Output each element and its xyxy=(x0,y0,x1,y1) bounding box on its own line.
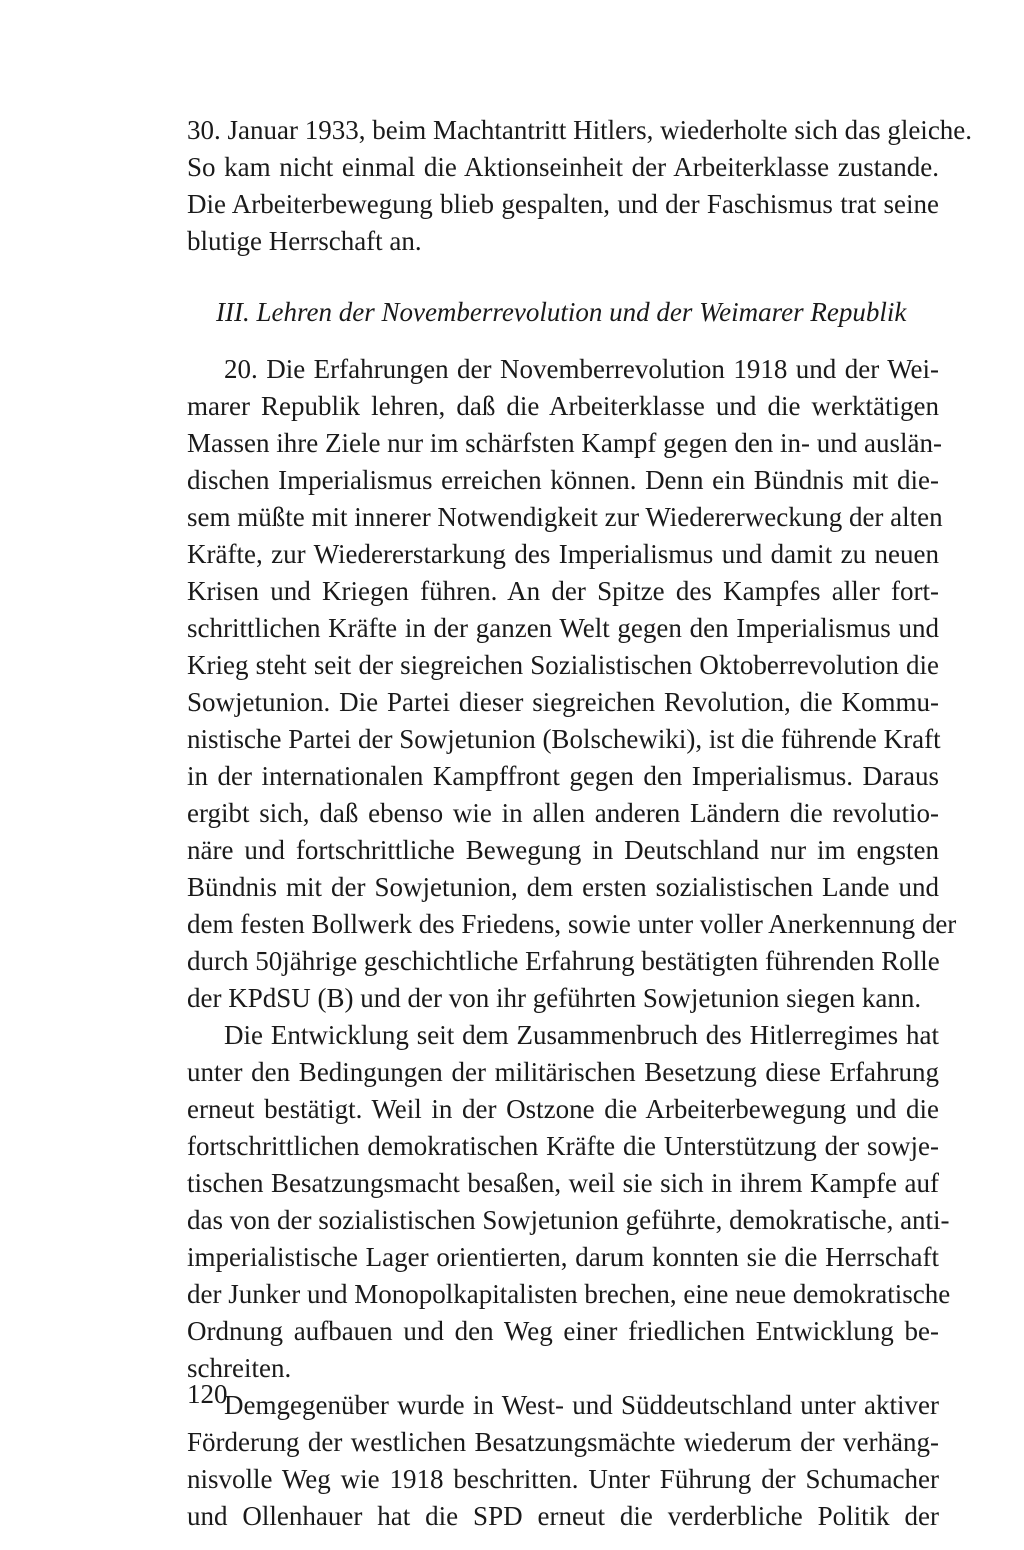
text-line: marer Republik lehren, daß die Arbeiterklasse und die werktätigen xyxy=(187,391,939,421)
text-line: 20. Die Erfahrungen der Novemberrevolution 1918 und der Wei- xyxy=(224,354,939,384)
page-text xyxy=(187,112,973,1535)
text-line: der KPdSU (B) und der von ihr geführten Sowjetunion siegen kann. xyxy=(187,983,922,1013)
paragraph xyxy=(187,112,973,260)
text-line: ergibt sich, daß ebenso wie in allen anderen Ländern die revolutio- xyxy=(187,798,939,828)
section-heading: III. Lehren der Novemberrevolution und der Weimarer Republik xyxy=(216,297,907,327)
text-line: Massen ihre Ziele nur im schärfsten Kampf gegen den in- und auslän- xyxy=(187,428,943,458)
text-line: blutige Herrschaft an. xyxy=(187,226,422,256)
text-line: Krieg steht seit der siegreichen Sozialistischen Oktoberrevolution die xyxy=(187,650,939,680)
text-line: Bündnis mit der Sowjetunion, dem ersten sozialistischen Lande und xyxy=(187,872,939,902)
text-line: der Junker und Monopolkapitalisten brechen, eine neue demokratische xyxy=(187,1279,951,1309)
text-line: 30. Januar 1933, beim Machtantritt Hitlers, wiederholte sich das gleiche. xyxy=(187,115,973,145)
text-line: unter den Bedingungen der militärischen Besetzung diese Erfahrung xyxy=(187,1057,939,1087)
text-line: dem festen Bollwerk des Friedens, sowie unter voller Anerkennung der xyxy=(187,909,957,939)
text-line: nistische Partei der Sowjetunion (Bolschewiki), ist die führende Kraft xyxy=(187,724,941,754)
text-line: dischen Imperialismus erreichen können. Denn ein Bündnis mit die- xyxy=(187,465,939,495)
text-line: Förderung der westlichen Besatzungsmächte wiederum der verhäng- xyxy=(187,1427,939,1457)
text-line: nisvolle Weg wie 1918 beschritten. Unter Führung der Schumacher xyxy=(187,1464,939,1494)
paragraph xyxy=(187,1387,939,1535)
paragraph xyxy=(187,1017,951,1387)
text-line: sem müßte mit innerer Notwendigkeit zur Wiedererweckung der alten xyxy=(187,502,943,532)
text-line: fortschrittlichen demokratischen Kräfte die Unterstützung der sowje- xyxy=(187,1131,939,1161)
text-line: und Ollenhauer hat die SPD erneut die verderbliche Politik der xyxy=(187,1501,939,1531)
text-line: Demgegenüber wurde in West- und Süddeutschland unter aktiver xyxy=(224,1390,939,1420)
text-line: Ordnung aufbauen und den Weg einer friedlichen Entwicklung be- xyxy=(187,1316,939,1346)
text-line: Sowjetunion. Die Partei dieser siegreichen Revolution, die Kommu- xyxy=(187,687,939,717)
text-line: tischen Besatzungsmacht besaßen, weil sie sich in ihrem Kampfe auf xyxy=(187,1168,939,1198)
text-line: näre und fortschrittliche Bewegung in Deutschland nur im engsten xyxy=(187,835,939,865)
text-line: das von der sozialistischen Sowjetunion geführte, demokratische, anti- xyxy=(187,1205,950,1235)
text-line: So kam nicht einmal die Aktionseinheit der Arbeiterklasse zustande. xyxy=(187,152,939,182)
page-number: 120 xyxy=(187,1379,228,1409)
section-body xyxy=(187,351,957,1535)
text-line: schrittlichen Kräfte in der ganzen Welt gegen den Imperialismus und xyxy=(187,613,939,643)
text-line: schreiten. xyxy=(187,1353,292,1383)
text-line: Kräfte, zur Wiedererstarkung des Imperialismus und damit zu neuen xyxy=(187,539,939,569)
paragraph xyxy=(187,351,957,1017)
text-line: Die Arbeiterbewegung blieb gespalten, und der Faschismus trat seine xyxy=(187,189,939,219)
text-line: imperialistische Lager orientierten, darum konnten sie die Herrschaft xyxy=(187,1242,939,1272)
text-line: in der internationalen Kampffront gegen den Imperialismus. Daraus xyxy=(187,761,939,791)
text-line: Krisen und Kriegen führen. An der Spitze des Kampfes aller fort- xyxy=(187,576,939,606)
paragraph-1 xyxy=(187,112,973,260)
text-line: erneut bestätigt. Weil in der Ostzone die Arbeiterbewegung und die xyxy=(187,1094,939,1124)
text-line: durch 50jährige geschichtliche Erfahrung bestätigten führenden Rolle xyxy=(187,946,940,976)
text-line: Die Entwicklung seit dem Zusammenbruch des Hitlerregimes hat xyxy=(224,1020,939,1050)
